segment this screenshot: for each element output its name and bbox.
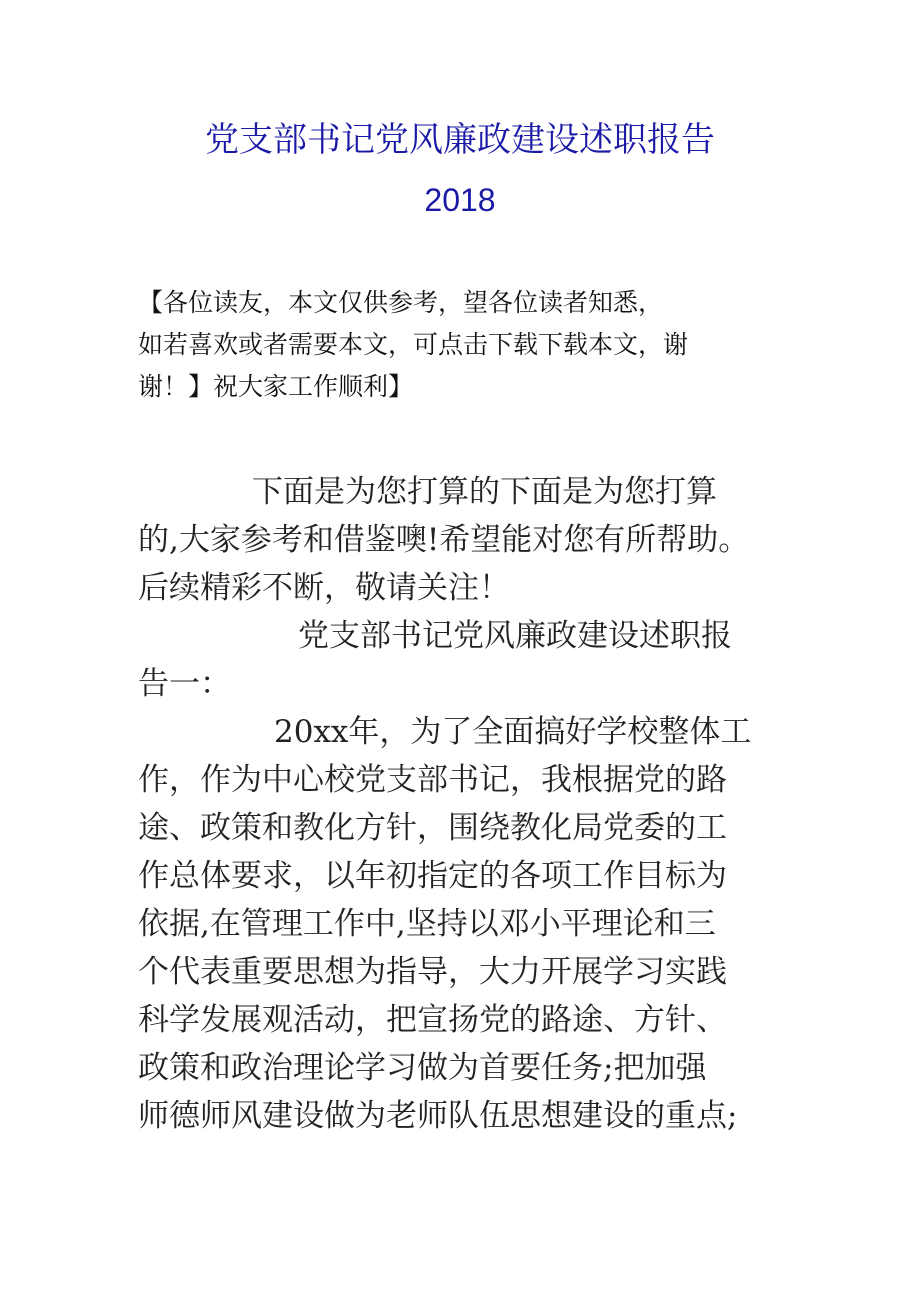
body-line: 途、政策和教化方针，围绕教化局党委的工: [138, 810, 727, 846]
document-body: [138, 468, 798, 1140]
body-line: 科学发展观活动，把宣扬党的路途、方针、: [138, 1002, 727, 1038]
body-line: 依据,在管理工作中,坚持以邓小平理论和三: [138, 906, 716, 942]
reader-notice: [138, 282, 798, 408]
body-line: 政策和政治理论学习做为首要任务;把加强: [138, 1050, 707, 1086]
notice-line: 谢！】祝大家工作顺利】: [138, 372, 414, 401]
body-line: 20xx年，为了全面搞好学校整体工: [274, 714, 752, 750]
body-line: 作总体要求，以年初指定的各项工作目标为: [138, 858, 727, 894]
notice-line: 【各位读友，本文仅供参考，望各位读者知悉，: [138, 288, 664, 317]
notice-line: 如若喜欢或者需要本文，可点击下载下载本文，谢: [138, 330, 689, 359]
body-line: 的,大家参考和借鉴噢!希望能对您有所帮助。: [138, 522, 750, 558]
body-line: 后续精彩不断，敬请关注！: [138, 570, 510, 606]
body-line: 师德师风建设做为老师队伍思想建设的重点;: [138, 1098, 738, 1134]
section-heading: 党支部书记党风廉政建设述职报: [298, 618, 732, 654]
body-line: 作，作为中心校党支部书记，我根据党的路: [138, 762, 727, 798]
document-year: 2018: [424, 182, 496, 218]
section-heading: 告一：: [138, 666, 231, 702]
document-title: 党支部书记党风廉政建设述职报告: [205, 120, 715, 160]
body-line: 下面是为您打算的下面是为您打算: [252, 474, 717, 510]
body-line: 个代表重要思想为指导，大力开展学习实践: [138, 954, 727, 990]
